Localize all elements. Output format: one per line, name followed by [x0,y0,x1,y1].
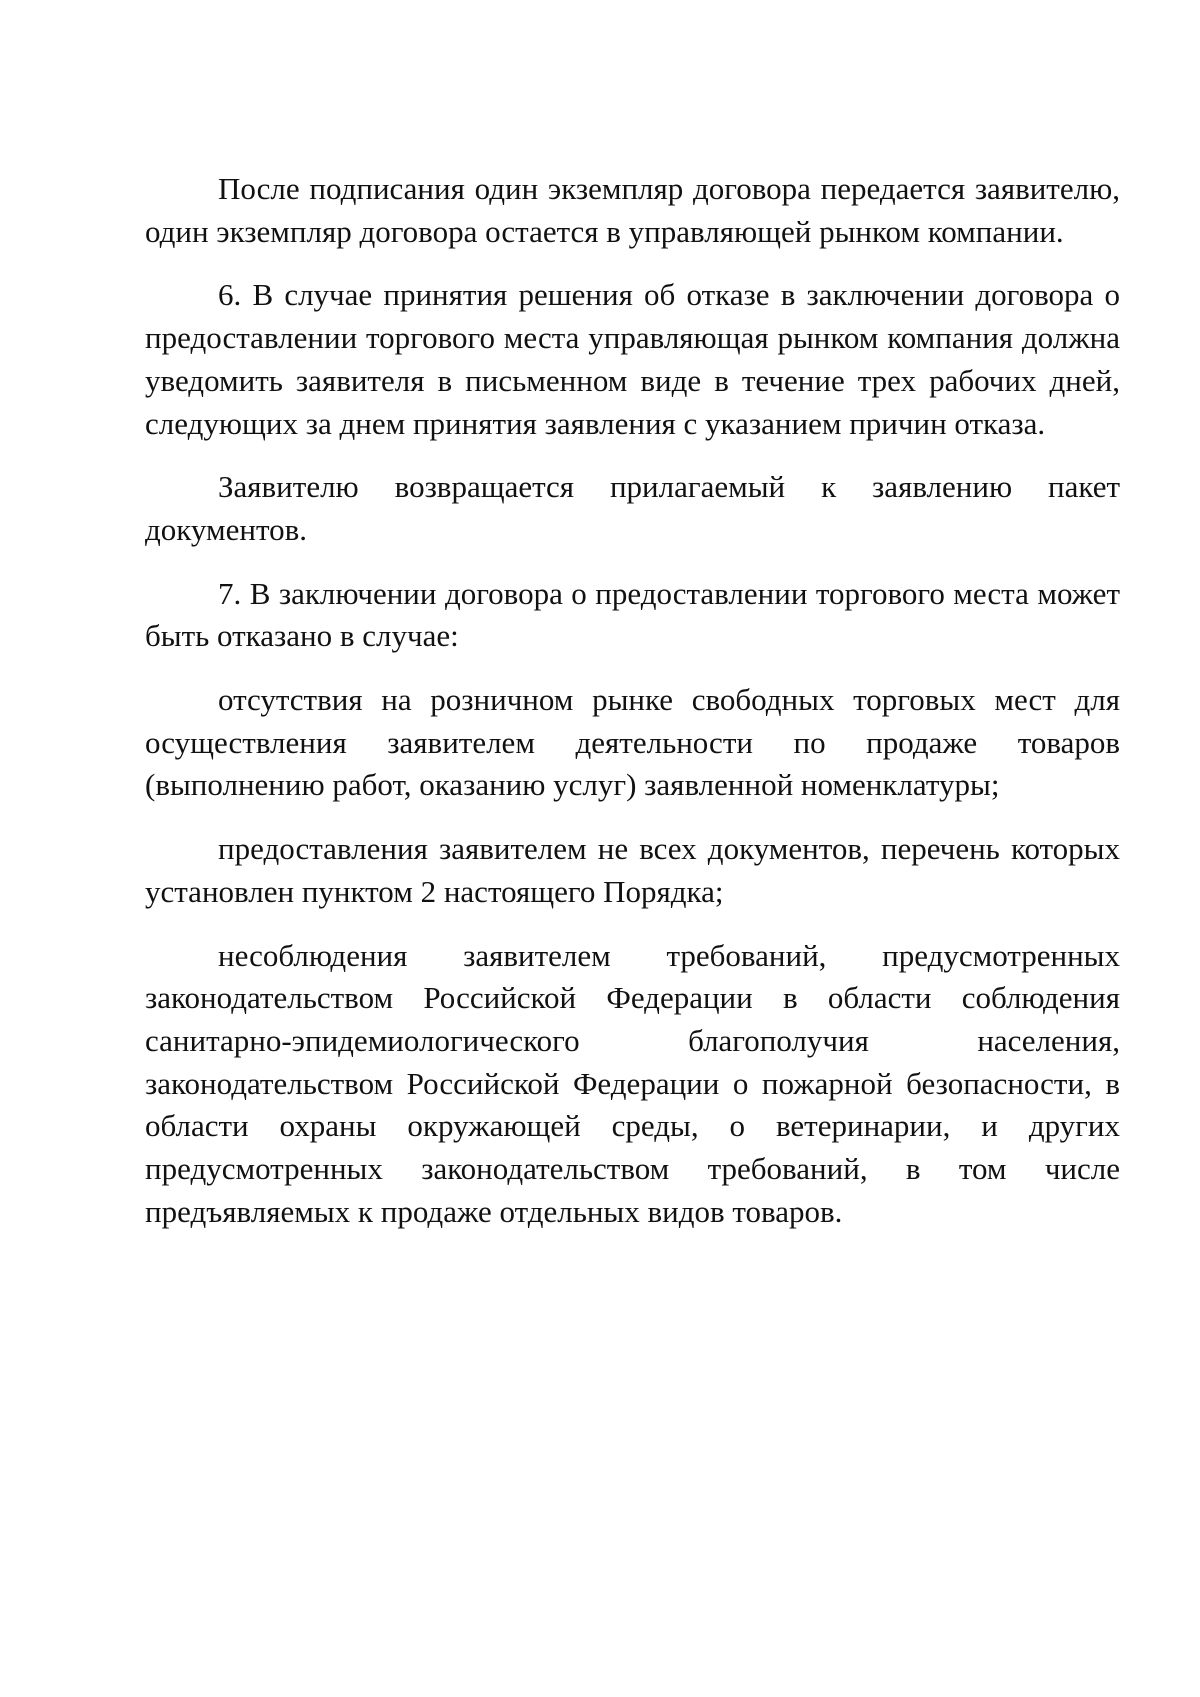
paragraph-signing-copies: После подписания один экземпляр договора передается заявителю, один экземпляр договора остается в управляющей рынком компании. [145,171,1120,249]
paragraph-documents-returned: Заявителю возвращается прилагаемый к заявлению пакет документов. [145,469,1120,547]
paragraph-ground-noncompliance: несоблюдения заявителем требований, предусмотренных законодательством Российской Федерации в области соблюдения санитарно-эпидемиологического благополучия населения, законодательством Российской Федерации о пожарной безопасности, в области охраны окружающей среды, о ветеринарии, и других предусмотренных законодательством требований, в том числе предъявляемых к продаже отдельных видов товаров. [145,937,1120,1229]
document-body [145,168,1120,1233]
paragraph-7-refusal-grounds: 7. В заключении договора о предоставлении торгового места может быть отказано в случае: [145,575,1120,654]
paragraph-6-refusal-notice: 6. В случае принятия решения об отказе в заключении договора о предоставлении торгового места управляющая рынком компания должна уведомить заявителя в письменном виде в течение трех рабочих дней, следующих за днем принятия заявления с указанием причин отказа. [145,277,1120,441]
paragraph-ground-incomplete-documents: предоставления заявителем не всех документов, перечень которых установлен пунктом 2 настоящего Порядка; [145,831,1120,909]
paragraph-ground-no-free-places: отсутствия на розничном рынке свободных торговых мест для осуществления заявителем деятельности по продаже товаров (выполнению работ, оказанию услуг) заявленной номенклатуры; [145,682,1120,803]
